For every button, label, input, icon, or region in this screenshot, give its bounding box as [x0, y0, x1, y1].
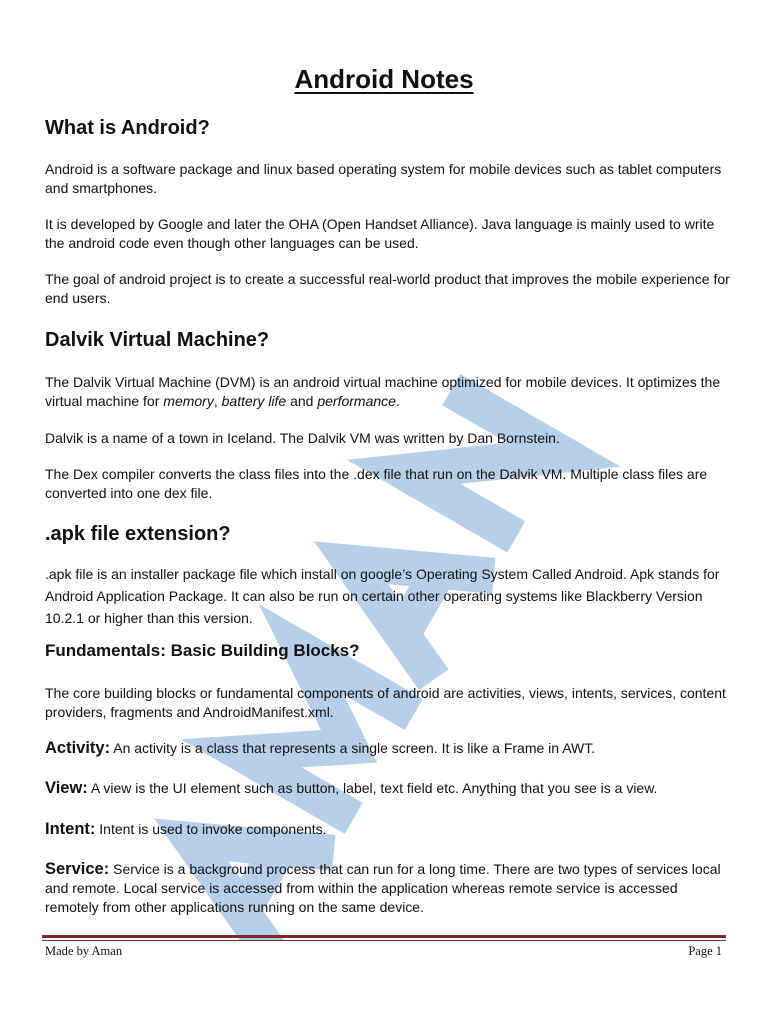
- paragraph-android-goal: The goal of android project is to create a successful real-world product that improves the mobile experience for end users.: [45, 271, 730, 306]
- emphasis-performance: performance: [317, 393, 396, 409]
- emphasis-memory: memory: [163, 393, 214, 409]
- page-title: Android Notes: [294, 64, 474, 94]
- definition-activity: [45, 739, 730, 758]
- definition-intent: [45, 820, 730, 839]
- paragraph-android-developer: It is developed by Google and later the OHA (Open Handset Alliance). Java language is mainly used to write the android code even though other languages can be used.: [45, 216, 715, 251]
- paragraph-apk: .apk file is an installer package file which install on google’s Operating System Called Android. Apk stands for Android Application Package. It can also be run on certain other operating systems like Blackberry Version 10.2.1 or higher than this version.: [45, 566, 720, 626]
- definition-service-text: Service is a background process that can run for a long time. There are two types of services local and remote. Local service is accessed from within the application whereas remote service is accessed remotely from other applications running on the same device.: [45, 861, 721, 915]
- definition-view-text: A view is the UI element such as button, label, text field etc. Anything that you see is a view.: [87, 780, 658, 796]
- emphasis-battery-life: battery life: [221, 393, 287, 409]
- footer-divider-thin: [42, 940, 726, 941]
- footer-divider: [42, 935, 726, 938]
- paragraph-dalvik-definition: [45, 373, 730, 411]
- definition-activity-text: An activity is a class that represents a single screen. It is like a Frame in AWT.: [110, 740, 596, 756]
- dalvik-conjunction: and: [286, 393, 318, 409]
- definition-intent-text: Intent is used to invoke components.: [95, 821, 327, 837]
- footer-page-number: Page 1: [688, 944, 722, 958]
- paragraph-android-definition: Android is a software package and linux based operating system for mobile devices such as tablet computers and smartphones.: [45, 161, 722, 196]
- dalvik-period: .: [395, 393, 400, 409]
- heading-fundamentals: Fundamentals: Basic Building Blocks?: [45, 641, 360, 660]
- heading-apk: .apk file extension?: [45, 523, 231, 545]
- term-service: Service:: [45, 860, 110, 878]
- dalvik-separator: ,: [213, 393, 222, 409]
- definition-service: [45, 860, 730, 917]
- footer-author: Made by Aman: [45, 944, 123, 958]
- paragraph-dalvik-origin: Dalvik is a name of a town in Iceland. The Dalvik VM was written by Dan Bornstein.: [45, 430, 560, 446]
- definition-view: [45, 779, 730, 798]
- paragraph-dex-compiler: The Dex compiler converts the class files into the .dex file that run on the Dalvik VM. Multiple class files are converted into one dex file.: [45, 466, 708, 501]
- term-view: View:: [45, 779, 88, 797]
- term-intent: Intent:: [45, 820, 96, 838]
- dalvik-text: The Dalvik Virtual Machine (DVM) is an android virtual machine optimized for mobile devices. It optimizes the virtual machine for: [45, 374, 721, 409]
- heading-dalvik: Dalvik Virtual Machine?: [45, 329, 270, 351]
- paragraph-fundamentals-intro: The core building blocks or fundamental components of android are activities, views, intents, services, content providers, fragments and AndroidManifest.xml.: [45, 685, 726, 720]
- heading-what-is-android: What is Android?: [45, 117, 210, 139]
- term-activity: Activity:: [45, 739, 111, 757]
- watermark-letter-n: [404, 390, 564, 537]
